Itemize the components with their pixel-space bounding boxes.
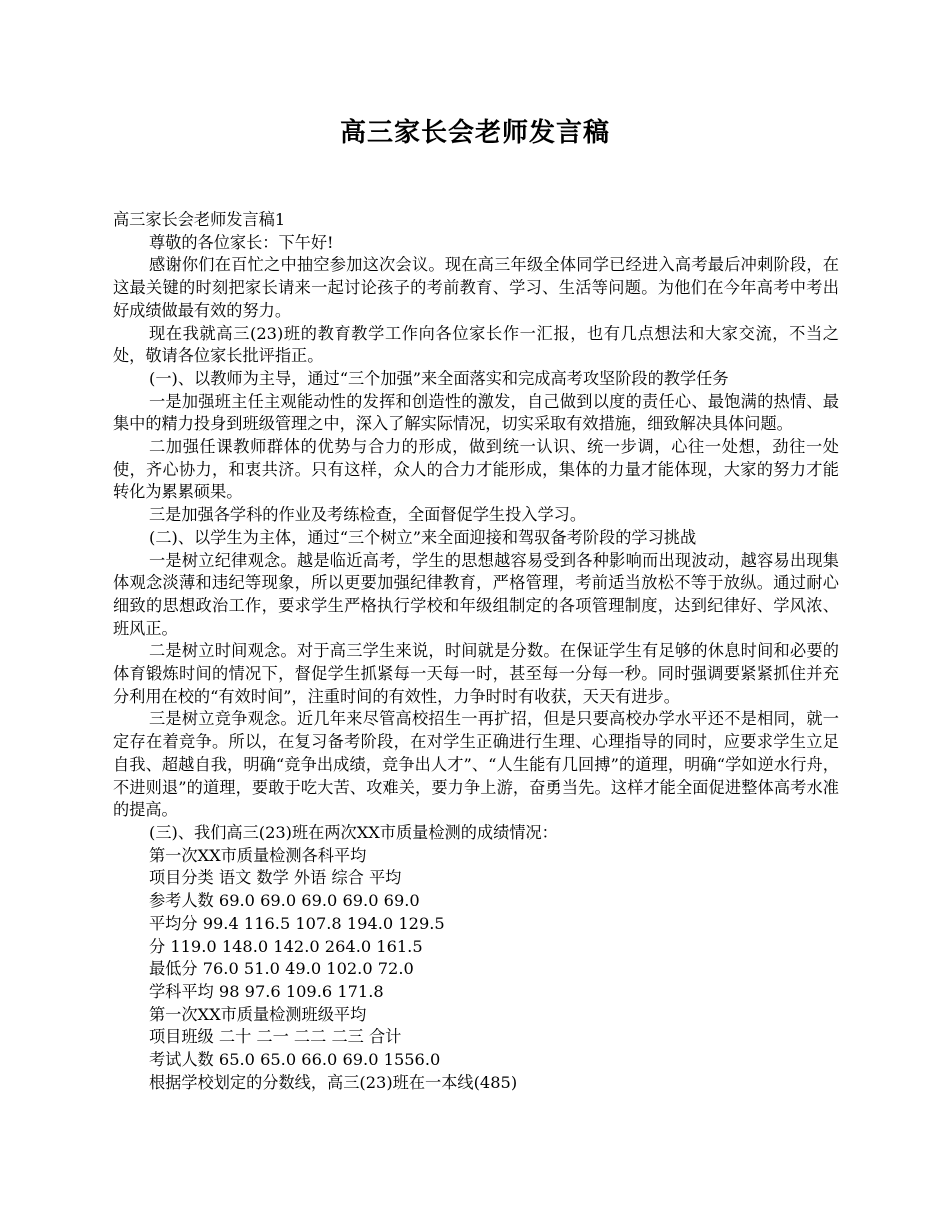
paragraph: 二是树立时间观念。对于高三学生来说，时间就是分数。在保证学生有足够的休息时间和必要的体育锻炼时间的情况下，督促学生抓紧每一天每一时，甚至每一分每一秒。同时强调要紧紧抓住并充分利用在校的“有效时间”，注重时间的有效性，力争时时有收获，天天有进步。	[113, 641, 839, 706]
paragraph: 现在我就高三(23)班的教育教学工作向各位家长作一汇报，也有几点想法和大家交流，不当之处，敬请各位家长批评指正。	[113, 323, 839, 366]
data-line: 根据学校划定的分数线，高三(23)班在一本线(485)	[149, 1072, 518, 1092]
data-line: 最低分 76.0 51.0 49.0 102.0 72.0	[149, 959, 414, 979]
section-heading: (三)、我们高三(23)班在两次XX市质量检测的成绩情况：	[149, 822, 558, 842]
data-line: 项目分类 语文 数学 外语 综合 平均	[149, 868, 402, 888]
data-line: 项目班级 二十 二一 二二 二三 合计	[149, 1027, 402, 1047]
section-heading: (一)、以教师为主导，通过“三个加强”来全面落实和完成高考攻坚阶段的教学任务	[149, 368, 729, 388]
paragraph: 二加强任课教师群体的优势与合力的形成，做到统一认识、统一步调，心往一处想，劲往一处使，齐心协力，和衷共济。只有这样，众人的合力才能形成，集体的力量才能体现，大家的努力才能转化为累累硕果。	[113, 437, 839, 502]
document-subtitle: 高三家长会老师发言稿1	[113, 210, 286, 229]
paragraph: 一是加强班主任主观能动性的发挥和创造性的激发，自己做到以度的责任心、最饱满的热情、最集中的精力投身到班级管理之中，深入了解实际情况，切实采取有效措施，细致解决具体问题。	[113, 391, 839, 434]
data-line: 平均分 99.4 116.5 107.8 194.0 129.5	[149, 913, 445, 933]
data-line: 第一次XX市质量检测班级平均	[149, 1004, 367, 1024]
greeting: 尊敬的各位家长：下午好!	[149, 232, 334, 252]
document-body	[113, 209, 839, 1094]
paragraph: 三是树立竞争观念。近几年来尽管高校招生一再扩招，但是只要高校办学水平还不是相同，就一定存在着竞争。所以，在复习备考阶段，在对学生正确进行生理、心理指导的同时，应要求学生立足自我、超越自我，明确“竞争出成绩，竞争出人才”、“人生能有几回搏”的道理，明确“学如逆水行舟，不进则退”的道理，要敢于吃大苦、攻难关，要力争上游，奋勇当先。这样才能全面促进整体高考水准的提高。	[113, 709, 839, 820]
document-title: 高三家长会老师发言稿	[339, 118, 610, 148]
data-line: 考试人数 65.0 65.0 66.0 69.0 1556.0	[149, 1050, 441, 1070]
data-line: 第一次XX市质量检测各科平均	[149, 845, 367, 865]
data-line: 分 119.0 148.0 142.0 264.0 161.5	[149, 936, 423, 956]
section-heading: (二)、以学生为主体，通过“三个树立”来全面迎接和驾驭备考阶段的学习挑战	[149, 527, 697, 547]
paragraph: 一是树立纪律观念。越是临近高考，学生的思想越容易受到各种影响而出现波动，越容易出现集体观念淡薄和违纪等现象，所以更要加强纪律教育，严格管理，考前适当放松不等于放纵。通过耐心细致的思想政治工作，要求学生严格执行学校和年级组制定的各项管理制度，达到纪律好、学风浓、班风正。	[113, 550, 839, 638]
paragraph: 三是加强各学科的作业及考练检查，全面督促学生投入学习。	[149, 505, 587, 525]
data-line: 参考人数 69.0 69.0 69.0 69.0 69.0	[149, 891, 420, 911]
data-line: 学科平均 98 97.6 109.6 171.8	[149, 981, 384, 1001]
paragraph: 感谢你们在百忙之中抽空参加这次会议。现在高三年级全体同学已经进入高考最后冲刺阶段，在这最关键的时刻把家长请来一起讨论孩子的考前教育、学习、生活等问题。为他们在今年高考中考出好成绩做最有效的努力。	[113, 255, 839, 320]
